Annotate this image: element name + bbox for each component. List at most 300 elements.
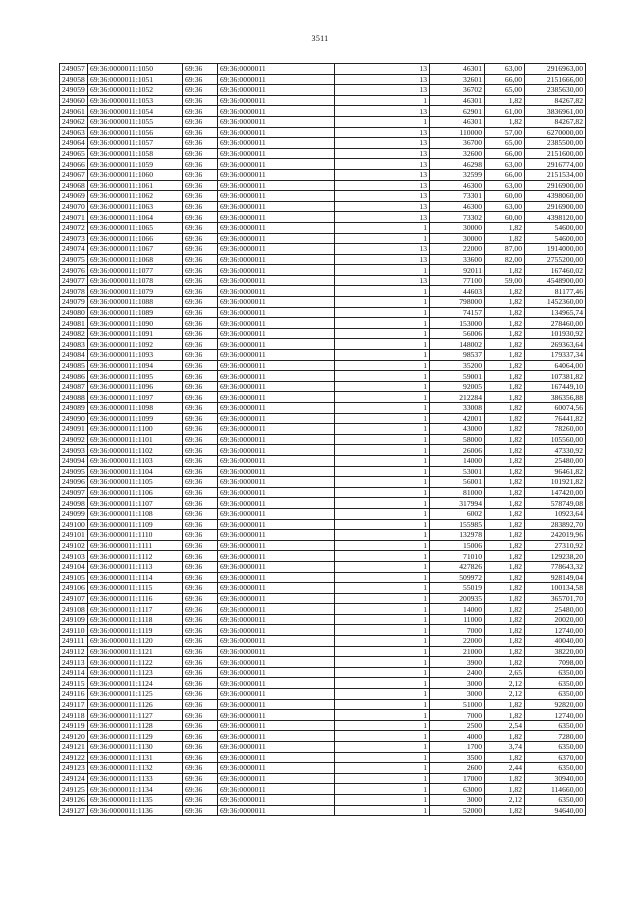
region-code-cell: 69:36 [183, 275, 218, 286]
region-code-cell: 69:36 [183, 212, 218, 223]
table-row [60, 773, 586, 784]
rate-cell: 1,82 [485, 403, 525, 414]
cadastral-number-cell: 69:36:0000011:1099 [88, 413, 183, 424]
record-id-cell: 249116 [60, 689, 88, 700]
table-row [60, 477, 586, 488]
region-code-cell: 69:36 [183, 244, 218, 255]
cadastral-value-cell: 27310,92 [525, 540, 586, 551]
record-id-cell: 249094 [60, 455, 88, 466]
cadastral-number-cell: 69:36:0000011:1133 [88, 773, 183, 784]
rate-cell: 1,82 [485, 636, 525, 647]
cadastral-number-cell: 69:36:0000011:1057 [88, 138, 183, 149]
record-id-cell: 249104 [60, 561, 88, 572]
record-id-cell: 249101 [60, 530, 88, 541]
cadastral-value-cell: 38220,00 [525, 646, 586, 657]
record-id-cell: 249071 [60, 212, 88, 223]
record-id-cell: 249077 [60, 275, 88, 286]
region-code-cell: 69:36 [183, 699, 218, 710]
record-id-cell: 249111 [60, 636, 88, 647]
category-cell: 13 [335, 191, 430, 202]
region-code-cell: 69:36 [183, 731, 218, 742]
cadastral-block-cell: 69:36:0000011 [218, 95, 335, 106]
rate-cell: 2,12 [485, 794, 525, 805]
cadastral-block-cell: 69:36:0000011 [218, 64, 335, 75]
table-row [60, 646, 586, 657]
category-cell: 1 [335, 784, 430, 795]
rate-cell: 1,82 [485, 572, 525, 583]
region-code-cell: 69:36 [183, 222, 218, 233]
category-cell: 13 [335, 180, 430, 191]
rate-cell: 1,82 [485, 625, 525, 636]
rate-cell: 1,82 [485, 699, 525, 710]
category-cell: 13 [335, 74, 430, 85]
area-cell: 153000 [430, 318, 485, 329]
rate-cell: 1,82 [485, 593, 525, 604]
area-cell: 11000 [430, 614, 485, 625]
table-row [60, 286, 586, 297]
rate-cell: 1,82 [485, 307, 525, 318]
rate-cell: 1,82 [485, 752, 525, 763]
area-cell: 52000 [430, 805, 485, 816]
cadastral-value-cell: 134965,74 [525, 307, 586, 318]
region-code-cell: 69:36 [183, 678, 218, 689]
table-row [60, 307, 586, 318]
cadastral-value-cell: 6350,00 [525, 720, 586, 731]
cadastral-number-cell: 69:36:0000011:1129 [88, 731, 183, 742]
area-cell: 1700 [430, 742, 485, 753]
table-row [60, 381, 586, 392]
cadastral-block-cell: 69:36:0000011 [218, 392, 335, 403]
cadastral-number-cell: 69:36:0000011:1056 [88, 127, 183, 138]
table-row [60, 498, 586, 509]
category-cell: 1 [335, 222, 430, 233]
area-cell: 56006 [430, 328, 485, 339]
cadastral-value-cell: 4548900,00 [525, 275, 586, 286]
table-row [60, 657, 586, 668]
rate-cell: 63,00 [485, 159, 525, 170]
table-row [60, 403, 586, 414]
area-cell: 3900 [430, 657, 485, 668]
region-code-cell: 69:36 [183, 307, 218, 318]
category-cell: 1 [335, 646, 430, 657]
region-code-cell: 69:36 [183, 466, 218, 477]
cadastral-block-cell: 69:36:0000011 [218, 169, 335, 180]
record-id-cell: 249121 [60, 742, 88, 753]
record-id-cell: 249073 [60, 233, 88, 244]
rate-cell: 66,00 [485, 169, 525, 180]
region-code-cell: 69:36 [183, 487, 218, 498]
cadastral-number-cell: 69:36:0000011:1106 [88, 487, 183, 498]
cadastral-value-cell: 386356,88 [525, 392, 586, 403]
cadastral-block-cell: 69:36:0000011 [218, 201, 335, 212]
cadastral-block-cell: 69:36:0000011 [218, 381, 335, 392]
record-id-cell: 249093 [60, 445, 88, 456]
cadastral-block-cell: 69:36:0000011 [218, 699, 335, 710]
cadastral-block-cell: 69:36:0000011 [218, 731, 335, 742]
cadastral-number-cell: 69:36:0000011:1055 [88, 116, 183, 127]
table-row [60, 116, 586, 127]
table-row [60, 297, 586, 308]
category-cell: 1 [335, 720, 430, 731]
table-row [60, 434, 586, 445]
region-code-cell: 69:36 [183, 498, 218, 509]
cadastral-value-cell: 84267,82 [525, 95, 586, 106]
table-row [60, 74, 586, 85]
rate-cell: 1,82 [485, 657, 525, 668]
rate-cell: 1,82 [485, 413, 525, 424]
region-code-cell: 69:36 [183, 159, 218, 170]
table-row [60, 593, 586, 604]
cadastral-block-cell: 69:36:0000011 [218, 784, 335, 795]
cadastral-block-cell: 69:36:0000011 [218, 159, 335, 170]
table-row [60, 678, 586, 689]
record-id-cell: 249117 [60, 699, 88, 710]
cadastral-number-cell: 69:36:0000011:1104 [88, 466, 183, 477]
cadastral-number-cell: 69:36:0000011:1090 [88, 318, 183, 329]
cadastral-number-cell: 69:36:0000011:1135 [88, 794, 183, 805]
rate-cell: 1,82 [485, 424, 525, 435]
category-cell: 1 [335, 360, 430, 371]
cadastral-number-cell: 69:36:0000011:1050 [88, 64, 183, 75]
region-code-cell: 69:36 [183, 85, 218, 96]
cadastral-number-cell: 69:36:0000011:1077 [88, 265, 183, 276]
cadastral-block-cell: 69:36:0000011 [218, 233, 335, 244]
cadastral-block-cell: 69:36:0000011 [218, 307, 335, 318]
cadastral-block-cell: 69:36:0000011 [218, 127, 335, 138]
rate-cell: 1,82 [485, 328, 525, 339]
region-code-cell: 69:36 [183, 551, 218, 562]
region-code-cell: 69:36 [183, 201, 218, 212]
category-cell: 13 [335, 138, 430, 149]
cadastral-block-cell: 69:36:0000011 [218, 275, 335, 286]
area-cell: 798000 [430, 297, 485, 308]
region-code-cell: 69:36 [183, 477, 218, 488]
cadastral-block-cell: 69:36:0000011 [218, 646, 335, 657]
record-id-cell: 249060 [60, 95, 88, 106]
record-id-cell: 249118 [60, 710, 88, 721]
cadastral-block-cell: 69:36:0000011 [218, 487, 335, 498]
category-cell: 1 [335, 551, 430, 562]
area-cell: 81000 [430, 487, 485, 498]
table-row [60, 371, 586, 382]
table-row [60, 720, 586, 731]
cadastral-value-cell: 7098,00 [525, 657, 586, 668]
cadastral-value-cell: 2916900,00 [525, 201, 586, 212]
record-id-cell: 249076 [60, 265, 88, 276]
rate-cell: 65,00 [485, 85, 525, 96]
cadastral-block-cell: 69:36:0000011 [218, 636, 335, 647]
table-row [60, 614, 586, 625]
region-code-cell: 69:36 [183, 455, 218, 466]
cadastral-number-cell: 69:36:0000011:1078 [88, 275, 183, 286]
cadastral-value-cell: 6350,00 [525, 678, 586, 689]
rate-cell: 1,82 [485, 614, 525, 625]
category-cell: 13 [335, 212, 430, 223]
rate-cell: 60,00 [485, 191, 525, 202]
cadastral-number-cell: 69:36:0000011:1126 [88, 699, 183, 710]
cadastral-value-cell: 10923,64 [525, 508, 586, 519]
cadastral-value-cell: 76441,82 [525, 413, 586, 424]
category-cell: 1 [335, 498, 430, 509]
region-code-cell: 69:36 [183, 583, 218, 594]
cadastral-number-cell: 69:36:0000011:1052 [88, 85, 183, 96]
cadastral-number-cell: 69:36:0000011:1097 [88, 392, 183, 403]
cadastral-value-cell: 3836961,00 [525, 106, 586, 117]
rate-cell: 1,82 [485, 350, 525, 361]
region-code-cell: 69:36 [183, 328, 218, 339]
cadastral-number-cell: 69:36:0000011:1065 [88, 222, 183, 233]
region-code-cell: 69:36 [183, 265, 218, 276]
cadastral-value-cell: 6350,00 [525, 794, 586, 805]
cadastral-number-cell: 69:36:0000011:1066 [88, 233, 183, 244]
table-row [60, 572, 586, 583]
area-cell: 51000 [430, 699, 485, 710]
rate-cell: 1,82 [485, 339, 525, 350]
area-cell: 2400 [430, 667, 485, 678]
record-id-cell: 249070 [60, 201, 88, 212]
record-id-cell: 249100 [60, 519, 88, 530]
record-id-cell: 249080 [60, 307, 88, 318]
category-cell: 13 [335, 106, 430, 117]
area-cell: 3000 [430, 689, 485, 700]
record-id-cell: 249082 [60, 328, 88, 339]
table-row [60, 159, 586, 170]
record-id-cell: 249088 [60, 392, 88, 403]
record-id-cell: 249064 [60, 138, 88, 149]
category-cell: 1 [335, 455, 430, 466]
cadastral-block-cell: 69:36:0000011 [218, 434, 335, 445]
record-id-cell: 249063 [60, 127, 88, 138]
area-cell: 509972 [430, 572, 485, 583]
cadastral-value-cell: 30940,00 [525, 773, 586, 784]
cadastral-number-cell: 69:36:0000011:1113 [88, 561, 183, 572]
area-cell: 46301 [430, 95, 485, 106]
area-cell: 32601 [430, 74, 485, 85]
rate-cell: 1,82 [485, 498, 525, 509]
rate-cell: 60,00 [485, 212, 525, 223]
cadastral-number-cell: 69:36:0000011:1115 [88, 583, 183, 594]
cadastral-value-cell: 114660,00 [525, 784, 586, 795]
category-cell: 1 [335, 392, 430, 403]
record-id-cell: 249126 [60, 794, 88, 805]
table-row [60, 201, 586, 212]
record-id-cell: 249114 [60, 667, 88, 678]
cadastral-number-cell: 69:36:0000011:1095 [88, 371, 183, 382]
category-cell: 1 [335, 636, 430, 647]
cadastral-value-cell: 2151666,00 [525, 74, 586, 85]
cadastral-block-cell: 69:36:0000011 [218, 116, 335, 127]
record-id-cell: 249113 [60, 657, 88, 668]
region-code-cell: 69:36 [183, 297, 218, 308]
cadastral-block-cell: 69:36:0000011 [218, 498, 335, 509]
table-row [60, 604, 586, 615]
cadastral-value-cell: 4398120,00 [525, 212, 586, 223]
area-cell: 46301 [430, 64, 485, 75]
region-code-cell: 69:36 [183, 593, 218, 604]
record-id-cell: 249059 [60, 85, 88, 96]
cadastral-number-cell: 69:36:0000011:1134 [88, 784, 183, 795]
category-cell: 1 [335, 95, 430, 106]
cadastral-value-table [59, 63, 586, 816]
area-cell: 32600 [430, 148, 485, 159]
category-cell: 13 [335, 127, 430, 138]
cadastral-block-cell: 69:36:0000011 [218, 805, 335, 816]
rate-cell: 1,82 [485, 561, 525, 572]
cadastral-value-cell: 105560,00 [525, 434, 586, 445]
area-cell: 4000 [430, 731, 485, 742]
cadastral-number-cell: 69:36:0000011:1108 [88, 508, 183, 519]
table-row [60, 169, 586, 180]
area-cell: 132978 [430, 530, 485, 541]
category-cell: 1 [335, 625, 430, 636]
table-row [60, 424, 586, 435]
record-id-cell: 249058 [60, 74, 88, 85]
region-code-cell: 69:36 [183, 360, 218, 371]
table-body [60, 64, 586, 816]
cadastral-block-cell: 69:36:0000011 [218, 371, 335, 382]
region-code-cell: 69:36 [183, 106, 218, 117]
category-cell: 1 [335, 116, 430, 127]
table-row [60, 265, 586, 276]
cadastral-number-cell: 69:36:0000011:1079 [88, 286, 183, 297]
cadastral-block-cell: 69:36:0000011 [218, 350, 335, 361]
rate-cell: 2,44 [485, 763, 525, 774]
table-row [60, 138, 586, 149]
cadastral-number-cell: 69:36:0000011:1093 [88, 350, 183, 361]
cadastral-number-cell: 69:36:0000011:1120 [88, 636, 183, 647]
cadastral-value-cell: 167449,10 [525, 381, 586, 392]
rate-cell: 1,82 [485, 233, 525, 244]
area-cell: 33600 [430, 254, 485, 265]
page-number: 3511 [311, 34, 329, 43]
table-row [60, 752, 586, 763]
category-cell: 1 [335, 286, 430, 297]
category-cell: 1 [335, 445, 430, 456]
area-cell: 74157 [430, 307, 485, 318]
cadastral-number-cell: 69:36:0000011:1122 [88, 657, 183, 668]
region-code-cell: 69:36 [183, 763, 218, 774]
category-cell: 1 [335, 572, 430, 583]
record-id-cell: 249069 [60, 191, 88, 202]
area-cell: 26006 [430, 445, 485, 456]
rate-cell: 66,00 [485, 148, 525, 159]
cadastral-block-cell: 69:36:0000011 [218, 191, 335, 202]
area-cell: 73302 [430, 212, 485, 223]
category-cell: 1 [335, 593, 430, 604]
table-row [60, 794, 586, 805]
cadastral-block-cell: 69:36:0000011 [218, 413, 335, 424]
region-code-cell: 69:36 [183, 689, 218, 700]
cadastral-block-cell: 69:36:0000011 [218, 466, 335, 477]
rate-cell: 61,00 [485, 106, 525, 117]
region-code-cell: 69:36 [183, 434, 218, 445]
table-row [60, 233, 586, 244]
category-cell: 1 [335, 339, 430, 350]
table-row [60, 455, 586, 466]
table-row [60, 530, 586, 541]
rate-cell: 2,12 [485, 678, 525, 689]
cadastral-number-cell: 69:36:0000011:1111 [88, 540, 183, 551]
region-code-cell: 69:36 [183, 381, 218, 392]
category-cell: 1 [335, 710, 430, 721]
record-id-cell: 249123 [60, 763, 88, 774]
category-cell: 1 [335, 371, 430, 382]
area-cell: 3000 [430, 794, 485, 805]
cadastral-number-cell: 69:36:0000011:1096 [88, 381, 183, 392]
region-code-cell: 69:36 [183, 530, 218, 541]
cadastral-number-cell: 69:36:0000011:1062 [88, 191, 183, 202]
rate-cell: 1,82 [485, 371, 525, 382]
cadastral-number-cell: 69:36:0000011:1051 [88, 74, 183, 85]
record-id-cell: 249102 [60, 540, 88, 551]
rate-cell: 1,82 [485, 392, 525, 403]
table-row [60, 64, 586, 75]
rate-cell: 1,82 [485, 646, 525, 657]
table-row [60, 784, 586, 795]
rate-cell: 63,00 [485, 201, 525, 212]
rate-cell: 1,82 [485, 455, 525, 466]
rate-cell: 1,82 [485, 445, 525, 456]
region-code-cell: 69:36 [183, 286, 218, 297]
category-cell: 1 [335, 487, 430, 498]
table-row [60, 710, 586, 721]
cadastral-value-cell: 107381,82 [525, 371, 586, 382]
cadastral-block-cell: 69:36:0000011 [218, 773, 335, 784]
cadastral-number-cell: 69:36:0000011:1089 [88, 307, 183, 318]
area-cell: 62901 [430, 106, 485, 117]
cadastral-block-cell: 69:36:0000011 [218, 572, 335, 583]
rate-cell: 1,82 [485, 222, 525, 233]
region-code-cell: 69:36 [183, 805, 218, 816]
cadastral-number-cell: 69:36:0000011:1124 [88, 678, 183, 689]
cadastral-number-cell: 69:36:0000011:1061 [88, 180, 183, 191]
category-cell: 13 [335, 148, 430, 159]
record-id-cell: 249079 [60, 297, 88, 308]
region-code-cell: 69:36 [183, 752, 218, 763]
category-cell: 1 [335, 561, 430, 572]
category-cell: 1 [335, 794, 430, 805]
table-row [60, 339, 586, 350]
area-cell: 58000 [430, 434, 485, 445]
category-cell: 13 [335, 201, 430, 212]
rate-cell: 2,12 [485, 689, 525, 700]
cadastral-block-cell: 69:36:0000011 [218, 85, 335, 96]
cadastral-block-cell: 69:36:0000011 [218, 604, 335, 615]
area-cell: 3000 [430, 678, 485, 689]
rate-cell: 82,00 [485, 254, 525, 265]
category-cell: 1 [335, 233, 430, 244]
area-cell: 43000 [430, 424, 485, 435]
rate-cell: 1,82 [485, 784, 525, 795]
cadastral-block-cell: 69:36:0000011 [218, 794, 335, 805]
table-row [60, 689, 586, 700]
region-code-cell: 69:36 [183, 657, 218, 668]
category-cell: 1 [335, 604, 430, 615]
table-row [60, 85, 586, 96]
cadastral-value-cell: 12740,00 [525, 625, 586, 636]
cadastral-number-cell: 69:36:0000011:1053 [88, 95, 183, 106]
category-cell: 13 [335, 159, 430, 170]
table-row [60, 742, 586, 753]
record-id-cell: 249095 [60, 466, 88, 477]
region-code-cell: 69:36 [183, 339, 218, 350]
table-row [60, 540, 586, 551]
category-cell: 1 [335, 477, 430, 488]
cadastral-number-cell: 69:36:0000011:1107 [88, 498, 183, 509]
category-cell: 1 [335, 540, 430, 551]
cadastral-value-cell: 54600,00 [525, 233, 586, 244]
category-cell: 1 [335, 328, 430, 339]
